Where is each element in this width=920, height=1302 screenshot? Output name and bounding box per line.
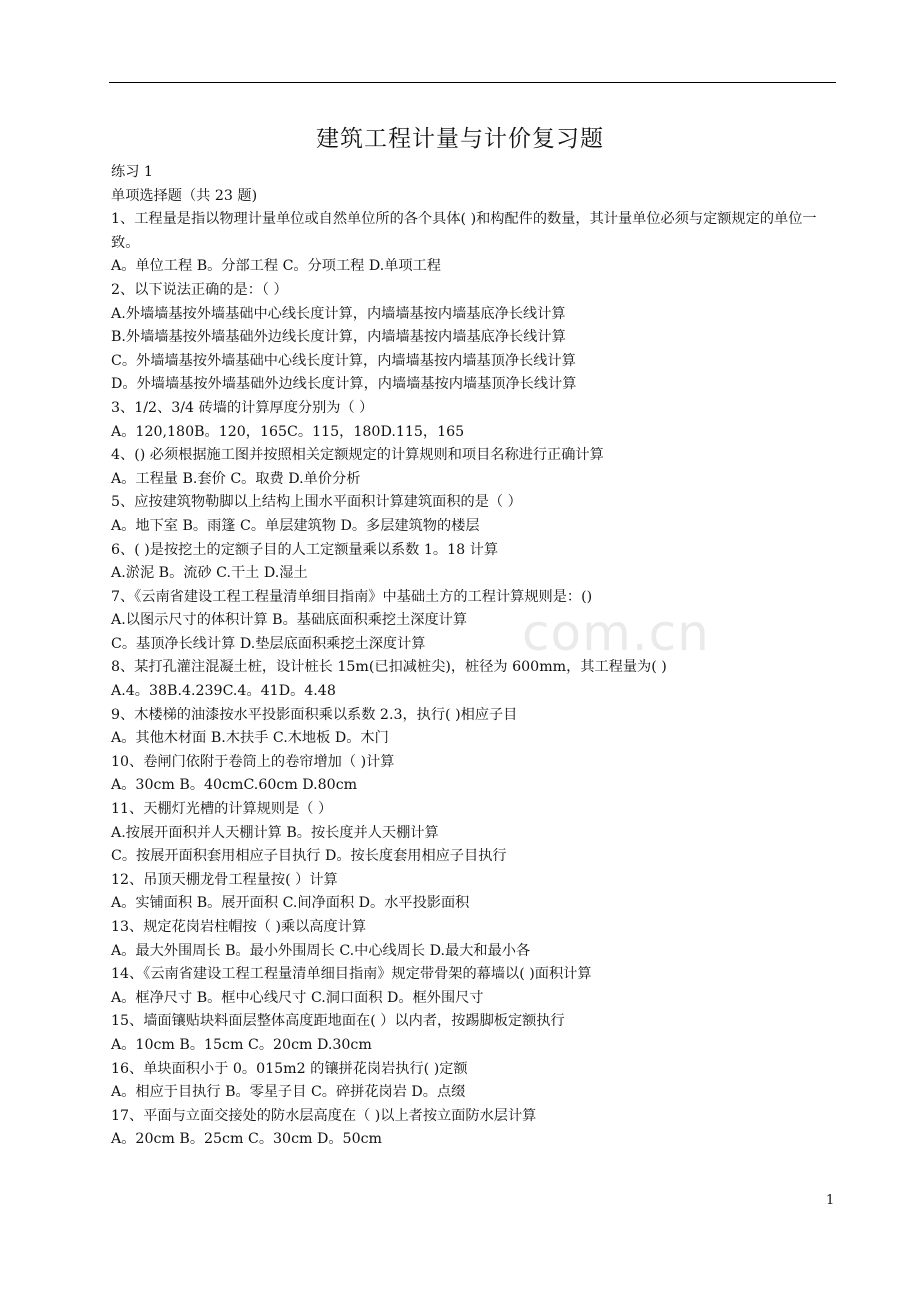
text-line: D。外墙墙基按外墙基础外边线长度计算，内墙墙基按内墙基顶净长线计算: [111, 376, 577, 393]
document-body: [111, 161, 837, 1152]
text-line: A。框净尺寸 B。框中心线尺寸 C.洞口面积 D。框外围尺寸: [111, 989, 484, 1006]
header-rule: [109, 82, 836, 83]
text-line: A。20cm B。25cm C。30cm D。50cm: [111, 1131, 382, 1148]
text-line: 6、( )是按挖土的定额子目的人工定额量乘以系数 1。18 计算: [111, 541, 499, 558]
text-line: 单项选择题（共 23 题): [111, 187, 258, 204]
text-line: A.外墙墙基按外墙基础中心线长度计算，内墙墙基按内墙基底净长线计算: [111, 305, 566, 322]
text-line: A。单位工程 B。分部工程 C。分项工程 D.单项工程: [111, 258, 441, 275]
document-title: 建筑工程计量与计价复习题: [316, 126, 604, 152]
text-line: A.以图示尺寸的体积计算 B。基础底面积乘挖土深度计算: [111, 612, 468, 629]
text-line: 9、木楼梯的油漆按水平投影面积乘以系数 2.3，执行( )相应子目: [111, 706, 518, 723]
text-line: 1、工程量是指以物理计量单位或自然单位所的各个具体( )和构配件的数量，其计量单位必须与定额规定的单位一致。: [111, 211, 817, 251]
text-line: 17、平面与立面交接处的防水层高度在（ )以上者按立面防水层计算: [111, 1107, 537, 1124]
text-line: C。基顶净长线计算 D.垫层底面积乘挖土深度计算: [111, 635, 426, 652]
text-line: A.按展开面积并人天棚计算 B。按长度并人天棚计算: [111, 824, 439, 841]
text-line: A。相应于目执行 B。零星子目 C。碎拼花岗岩 D。点缀: [111, 1084, 466, 1101]
text-line: A。地下室 B。雨篷 C。单层建筑物 D。多层建筑物的楼层: [111, 517, 480, 534]
text-line: 3、1/2、3/4 砖墙的计算厚度分别为（ ）: [111, 399, 374, 416]
text-line: C。按展开面积套用相应子目执行 D。按长度套用相应子目执行: [111, 848, 507, 865]
text-line: 2、以下说法正确的是：（ ）: [111, 281, 288, 298]
text-line: A。30cm B。40cmC.60cm D.80cm: [111, 777, 358, 794]
text-line: 13、规定花岗岩柱帽按（ )乘以高度计算: [111, 919, 367, 935]
text-line: A。10cm B。15cm C。20cm D.30cm: [111, 1036, 372, 1053]
text-line: 练习 1: [111, 164, 153, 180]
text-line: 12、吊顶天棚龙骨工程量按( ）计算: [111, 871, 338, 888]
text-line: 7、《云南省建设工程工程量清单细目指南》中基础土方的工程计算规则是：(): [111, 588, 593, 605]
text-line: A.4。38B.4.239C.4。41D。4.48: [111, 683, 336, 700]
text-line: A.淤泥 B。流砂 C.干土 D.湿土: [111, 565, 308, 582]
text-line: 5、应按建筑物勒脚以上结构上围水平面积计算建筑面积的是（ ）: [111, 494, 522, 511]
text-line: 10、卷闸门依附于卷筒上的卷帘增加（ )计算: [111, 753, 395, 770]
page-number: 1: [826, 1193, 835, 1208]
text-line: 15、墙面镶贴块料面层整体高度距地面在( ）以内者，按踢脚板定额执行: [111, 1013, 565, 1030]
watermark-text: com.cn: [522, 604, 710, 662]
text-line: A。其他木材面 B.木扶手 C.木地板 D。木门: [111, 730, 389, 747]
text-line: B.外墙墙基按外墙基础外边线长度计算，内墙墙基按内墙基底净长线计算: [111, 329, 566, 346]
text-line: A。最大外围周长 B。最小外围周长 C.中心线周长 D.最大和最小各: [111, 942, 531, 959]
text-line: 4、() 必须根据施工图并按照相关定额规定的计算规则和项目名称进行正确计算: [111, 447, 604, 464]
text-line: A。120,180B。120，165C。115，180D.115，165: [111, 423, 465, 440]
text-line: A。实铺面积 B。展开面积 C.间净面积 D。水平投影面积: [111, 895, 470, 912]
text-line: A。工程量 B.套价 C。取费 D.单价分析: [111, 470, 361, 487]
text-line: C。外墙墙基按外墙基础中心线长度计算，内墙墙基按内墙基顶净长线计算: [111, 352, 576, 369]
text-line: 8、某打孔灌注混凝土桩，设计桩长 15m(已扣减桩尖)，桩径为 600mm，其工程量为( ): [111, 659, 667, 676]
text-line: 14、《云南省建设工程工程量清单细目指南》规定带骨架的幕墙以( )面积计算: [111, 966, 592, 983]
text-line: 16、单块面积小于 0。015m2 的镶拼花岗岩执行( )定额: [111, 1060, 468, 1077]
text-line: 11、天棚灯光槽的计算规则是（ ）: [111, 801, 333, 818]
